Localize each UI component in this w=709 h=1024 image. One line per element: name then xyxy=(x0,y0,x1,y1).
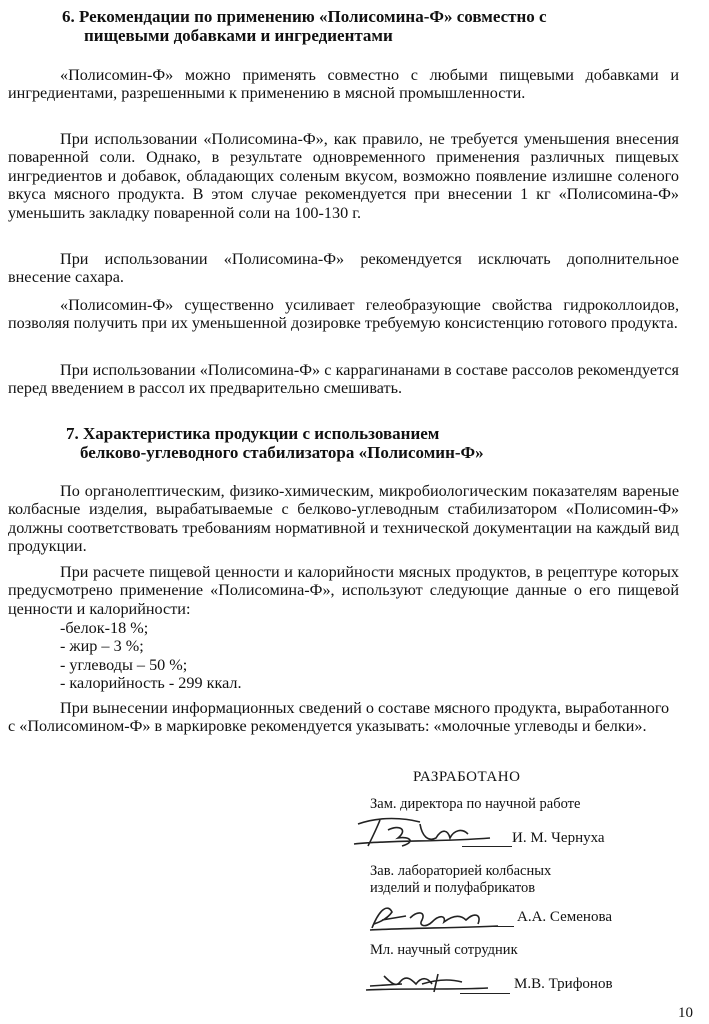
section-7-paragraph-1: По органолептическим, физико-химическим, микробиологическим показателям вареные колбасные изделия, вырабатываемые с белково-углеводным стабилизатором «Полисомин-Ф» должны соответствовать требованиям нормативной и технической документации на каждый вид продукции. xyxy=(8,482,679,556)
section-6-paragraph-2: При использовании «Полисомина-Ф», как правило, не требуется уменьшения внесения поваренной соли. Однако, в результате одновременного применения различных пищевых ингредиентов и добавок, обладающих соленым вкусом, возможно появление излишне соленого вкуса мясного продукта. В этом случае рекомендуется при внесении 1 кг «Полисомина-Ф» уменьшить закладку поваренной соли на 100-130 г. xyxy=(8,130,679,222)
signer-1-name: И. М. Чернуха xyxy=(512,830,605,846)
section-7-title xyxy=(66,424,484,462)
signature-2-line xyxy=(480,926,514,927)
section-6-paragraph-3: При использовании «Полисомина-Ф» рекомендуется исключать дополнительное внесение сахара. xyxy=(8,250,679,287)
section-6-paragraph-5: При использовании «Полисомина-Ф» с каррагинанами в составе рассолов рекомендуется перед введением в рассол их предварительно смешивать. xyxy=(8,361,679,398)
section-7-paragraph-2: При расчете пищевой ценности и калорийности мясных продуктов, в рецептуре которых предусмотрено применение «Полисомина-Ф», используют следующие данные о его пищевой ценности и калорийности: xyxy=(8,563,679,618)
signature-3-line xyxy=(460,993,510,994)
section-6-paragraph-1: «Полисомин-Ф» можно применять совместно с любыми пищевыми добавками и ингредиентами, разрешенными к применению в мясной промышленности. xyxy=(8,66,679,103)
section-7-title-line2: белково-углеводного стабилизатора «Полисомин-Ф» xyxy=(80,443,484,462)
signer-1-role: Зам. директора по научной работе xyxy=(370,796,581,812)
page-number: 10 xyxy=(678,1005,693,1021)
section-6-title-line2: пищевыми добавками и ингредиентами xyxy=(84,26,393,45)
signer-2-role-line1: Зав. лабораторией колбасных xyxy=(370,863,552,879)
list-item: - калорийность - 299 ккал. xyxy=(60,674,242,693)
signer-2-role-line2: изделий и полуфабрикатов xyxy=(370,880,536,896)
signer-2-name: А.А. Семенова xyxy=(517,909,612,925)
list-item: - жир – 3 %; xyxy=(60,637,144,656)
approval-title: РАЗРАБОТАНО xyxy=(413,769,521,785)
section-6-paragraph-4: «Полисомин-Ф» существенно усиливает гелеобразующие свойства гидроколлоидов, позволяя получить при их уменьшенной дозировке требуемую консистенцию готового продукта. xyxy=(8,296,679,333)
section-6-title xyxy=(62,7,547,45)
signature-1-line xyxy=(462,846,512,847)
signer-2-role xyxy=(370,863,551,897)
signer-3-name: М.В. Трифонов xyxy=(514,976,613,992)
section-7-closing-paragraph: При вынесении информационных сведений о составе мясного продукта, выработанного с «Полисомином-Ф» в маркировке рекомендуется указывать: «молочные углеводы и белки». xyxy=(8,699,670,736)
section-6-title-line1: 6. Рекомендации по применению «Полисомина-Ф» совместно с xyxy=(62,7,547,26)
list-item: -белок-18 %; xyxy=(60,619,149,637)
list-item: - углеводы – 50 %; xyxy=(60,655,188,674)
signer-3-role: Мл. научный сотрудник xyxy=(370,942,518,958)
nutrition-list xyxy=(60,619,242,693)
section-7-title-line1: 7. Характеристика продукции с использованием xyxy=(66,424,440,443)
signature-2-image xyxy=(366,898,516,938)
